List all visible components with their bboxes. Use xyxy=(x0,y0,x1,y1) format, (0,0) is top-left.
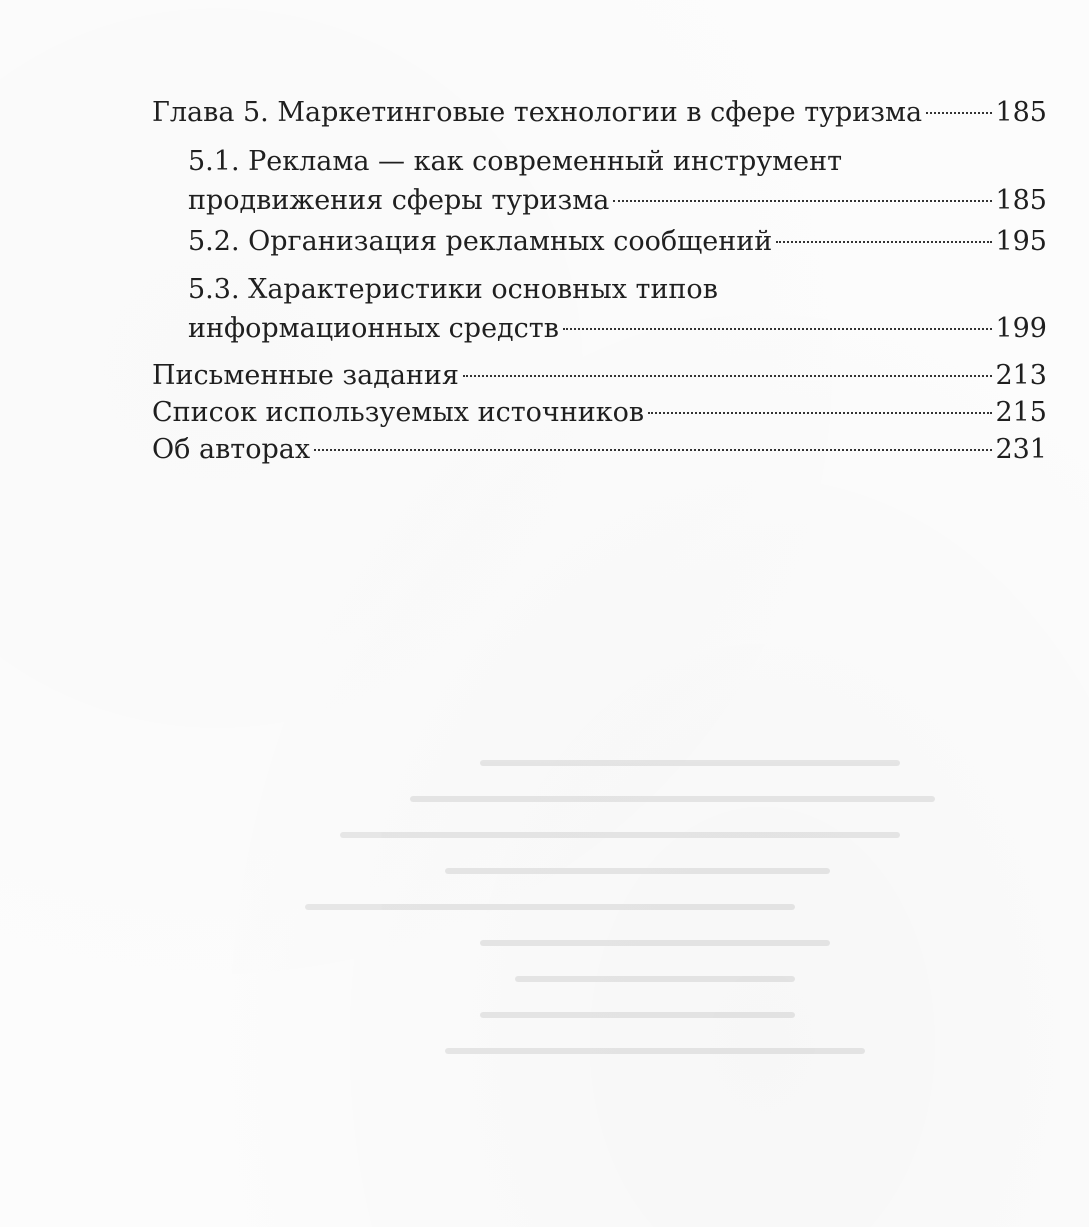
toc-entry-page: 185 xyxy=(995,97,1047,128)
toc-entry-chapter-5 xyxy=(152,94,1047,131)
toc-entry-page: 231 xyxy=(995,434,1047,465)
toc-entry-title: Об авторах xyxy=(152,434,311,465)
dot-leader xyxy=(648,412,992,414)
toc-entry-page: 195 xyxy=(995,226,1047,257)
toc-entry-page: 199 xyxy=(995,313,1047,344)
dot-leader xyxy=(926,112,992,114)
toc-entry-written-assignments xyxy=(152,357,1047,394)
toc-entry-references xyxy=(152,394,1047,431)
toc-entry-title: Список используемых источников xyxy=(152,397,645,428)
toc-entry-title-line: 5.1. Реклама — как современный инструмент xyxy=(188,146,843,177)
dot-leader xyxy=(563,328,993,330)
toc-entry-section-5-1 xyxy=(188,143,1047,219)
dot-leader xyxy=(613,200,992,202)
toc-entry-section-5-3 xyxy=(188,271,1047,347)
toc-entry-title-line: 5.3. Характеристики основных типов xyxy=(188,274,718,305)
toc-entry-title: 5.2. Организация рекламных сообщений xyxy=(188,226,773,257)
toc-entry-page: 213 xyxy=(995,360,1047,391)
toc-entry-title-line: информационных средств xyxy=(188,313,559,344)
toc-entry-page: 215 xyxy=(995,397,1047,428)
dot-leader xyxy=(314,449,992,451)
dot-leader xyxy=(463,375,992,377)
toc-entry-section-5-2 xyxy=(188,223,1047,260)
toc-entry-page: 185 xyxy=(995,185,1047,216)
toc-entry-about-authors xyxy=(152,431,1047,468)
table-of-contents xyxy=(152,94,1047,468)
dot-leader xyxy=(776,241,992,243)
toc-entry-title-line: продвижения сферы туризма xyxy=(188,185,610,216)
toc-entry-title: Глава 5. Маркетинговые технологии в сфере туризма xyxy=(152,97,923,128)
toc-entry-title: Письменные задания xyxy=(152,360,459,391)
show-through-text xyxy=(270,760,970,1180)
